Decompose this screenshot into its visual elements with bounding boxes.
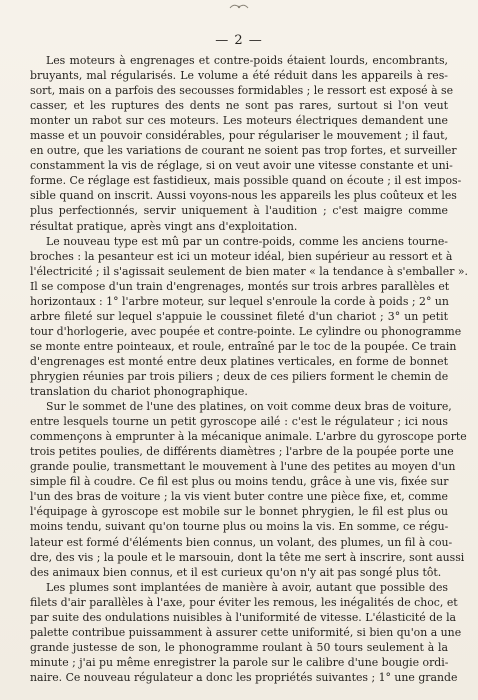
- text-line: commençons à emprunter à la mécanique animale. L'arbre du gyroscope porte: [30, 430, 467, 444]
- text-line: Les plumes sont implantées de manière à avoir, autant que possible des: [46, 580, 448, 594]
- text-line: des animaux bien connus, et il est curieux qu'on n'y ait pas songé plus tôt.: [30, 565, 442, 579]
- text-line: trois petites poulies, de différents diamètres ; l'arbre de la poupée porte une: [30, 445, 454, 459]
- text-line: plus perfectionnés, servir uniquement à l'audition ; c'est maigre comme: [30, 204, 448, 218]
- text-line: masse et un pouvoir considérables, pour régulariser le mouvement ; il faut,: [30, 129, 448, 143]
- text-line: en outre, que les variations de courant ne soient pas trop fortes, et surveiller: [30, 144, 457, 158]
- text-line: monter un rabot sur ces moteurs. Les moteurs électriques demandent une: [30, 114, 448, 128]
- text-line: forme. Ce réglage est fastidieux, mais possible quand on écoute ; il est impos-: [30, 174, 462, 188]
- header-ornament-icon: [228, 2, 250, 12]
- text-line: palette contribue puissamment à assurer cette uniformité, si bien qu'on a une: [30, 625, 462, 639]
- text-line: entre lesquels tourne un petit gyroscope ailé : c'est le régulateur ; ici nous: [30, 415, 448, 429]
- page-number: — 2 —: [215, 33, 263, 48]
- text-line: casser, et les ruptures des dents ne sont pas rares, surtout si l'on veut: [30, 99, 448, 113]
- text-line: par suite des ondulations nuisibles à l'uniformité de vitesse. L'élasticité de la: [30, 610, 457, 624]
- text-line: bruyants, mal régularisés. Le volume a été réduit dans les appareils à res-: [30, 69, 448, 83]
- text-line: Il se compose d'un train d'engrenages, montés sur trois arbres parallèles et: [30, 279, 450, 293]
- text-line: l'électricité ; il s'agissait seulement de bien mater « la tendance à s'emballer ».: [30, 264, 468, 278]
- text-line: tour d'horlogerie, avec poupée et contre-pointe. Le cylindre ou phonogramme: [30, 324, 462, 338]
- text-line: filets d'air parallèles à l'axe, pour éviter les remous, les inégalités de choc, et: [30, 595, 458, 609]
- paragraph: [30, 399, 467, 580]
- text-line: horizontaux : 1° l'arbre moteur, sur lequel s'enroule la corde à poids ; 2° un: [30, 294, 449, 308]
- text-line: translation du chariot phonographique.: [30, 385, 248, 399]
- text-line: dre, des vis ; la poule et le marsouin, dont la tête me sert à inscrire, sont aussi: [30, 550, 465, 564]
- text-line: Le nouveau type est mû par un contre-poids, comme les anciens tourne-: [46, 234, 448, 248]
- text-line: se monte entre pointeaux, et roule, entraîné par le toc de la poupée. Ce train: [30, 339, 457, 353]
- text-line: naire. Ce nouveau régulateur a donc les propriétés suivantes ; 1° une grande: [30, 670, 458, 684]
- paragraph: [30, 53, 462, 234]
- text-line: résultat pratique, après vingt ans d'exploitation.: [30, 219, 298, 233]
- text-line: d'engrenages est monté entre deux platines verticales, en forme de bonnet: [30, 354, 448, 368]
- text-line: simple fil à coudre. Ce fil est plus ou moins tendu, grâce à une vis, fixée sur: [30, 475, 449, 489]
- text-line: lateur est formé d'éléments bien connus, un volant, des plumes, un fil à cou-: [30, 535, 453, 549]
- text-line: arbre fileté sur lequel s'appuie le coussinet fileté d'un chariot ; 3° un petit: [30, 309, 448, 323]
- text-line: moins tendu, suivant qu'on tourne plus ou moins la vis. En somme, ce régu-: [30, 520, 449, 534]
- text-line: phrygien réunies par trois piliers ; deux de ces piliers forment le chemin de: [30, 369, 449, 383]
- text-line: Les moteurs à engrenages et contre-poids étaient lourds, encombrants,: [46, 54, 448, 67]
- text-line: constamment la vis de réglage, si on veut avoir une vitesse constante et uni-: [30, 159, 453, 173]
- text-line: Sur le sommet de l'une des platines, on voit comme deux bras de voiture,: [46, 400, 452, 414]
- body-text: [30, 53, 468, 685]
- text-line: sible quand on inscrit. Aussi voyons-nous les appareils les plus coûteux et les: [30, 189, 457, 203]
- paragraph: [30, 234, 468, 400]
- text-line: l'équipage à gyroscope est mobile sur le bonnet phrygien, le fil est plus ou: [30, 505, 448, 519]
- text-line: minute ; j'ai pu même enregistrer la parole sur le calibre d'une bougie ordi-: [30, 655, 449, 669]
- text-line: grande poulie, transmettant le mouvement à l'une des petites au moyen d'un: [30, 460, 456, 474]
- paragraph: [30, 580, 462, 685]
- text-line: grande justesse de son, le phonogramme roulant à 50 tours seulement à la: [30, 640, 448, 654]
- text-line: l'un des bras de voiture ; la vis vient buter contre une pièce fixe, et, comme: [30, 490, 448, 504]
- text-line: sort, mais on a parfois des secousses formidables ; le ressort est exposé à se: [30, 84, 454, 98]
- text-line: broches : la pesanteur est ici un moteur idéal, bien supérieur au ressort et à: [30, 249, 453, 263]
